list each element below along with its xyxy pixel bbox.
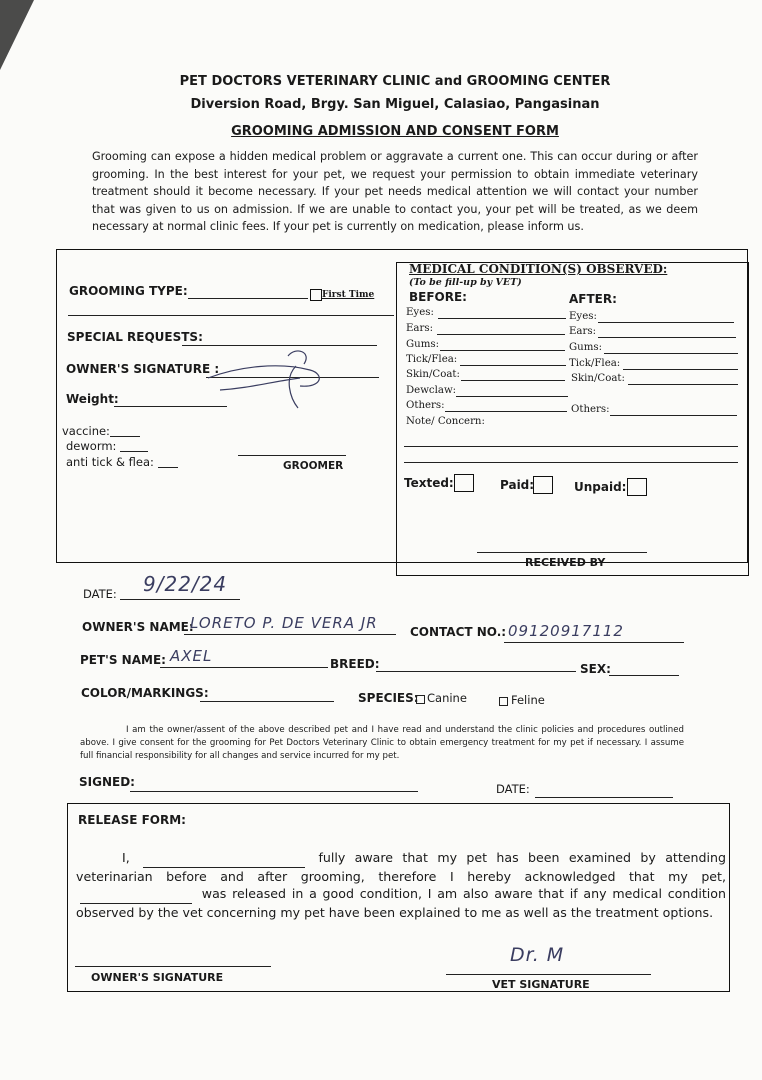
paid-label: Paid: bbox=[500, 478, 535, 492]
anti-tick-field[interactable] bbox=[158, 467, 178, 468]
grooming-type-field[interactable] bbox=[188, 298, 308, 299]
first-time-checkbox[interactable] bbox=[310, 289, 322, 301]
after-label: AFTER: bbox=[569, 292, 617, 306]
release-owner-signature-label: OWNER'S SIGNATURE bbox=[91, 971, 224, 984]
note-field-2[interactable] bbox=[404, 462, 738, 463]
after-ears-label: Ears: bbox=[569, 326, 597, 337]
paid-checkbox[interactable] bbox=[533, 476, 553, 494]
after-eyes-field[interactable] bbox=[598, 322, 734, 323]
after-ears-field[interactable] bbox=[598, 337, 736, 338]
vet-signature-field[interactable] bbox=[446, 974, 651, 975]
after-skincoat-field[interactable] bbox=[628, 384, 738, 385]
after-eyes-label: Eyes: bbox=[569, 311, 597, 322]
pet-name-field[interactable] bbox=[160, 667, 328, 668]
release-end: was released in a good condition, I am also aware that if any medical condition observed by the vet concerning my pet have been explained to me as well as the treatment options. bbox=[76, 886, 726, 920]
owner-name-field[interactable] bbox=[184, 634, 396, 635]
after-tickflea-label: Tick/Flea: bbox=[569, 358, 621, 369]
release-owner-signature-field[interactable] bbox=[75, 966, 271, 967]
contact-field[interactable] bbox=[504, 642, 684, 643]
grooming-type-field-2[interactable] bbox=[68, 315, 394, 316]
release-title: RELEASE FORM: bbox=[78, 813, 186, 827]
after-gums-field[interactable] bbox=[604, 353, 738, 354]
form-title: GROOMING ADMISSION AND CONSENT FORM bbox=[231, 124, 559, 139]
texted-checkbox[interactable] bbox=[454, 474, 474, 492]
anti-tick-label: anti tick & flea: bbox=[66, 455, 154, 469]
note-concern-label: Note/ Concern: bbox=[406, 416, 485, 427]
texted-label: Texted: bbox=[404, 476, 454, 490]
pet-name-label: PET'S NAME: bbox=[80, 653, 166, 667]
before-ears-field[interactable] bbox=[437, 334, 565, 335]
date-value: 9/22/24 bbox=[143, 572, 228, 596]
release-owner-blank[interactable] bbox=[143, 849, 305, 868]
breed-label: BREED: bbox=[330, 657, 380, 671]
scan-fold-shadow bbox=[0, 0, 34, 70]
contact-label: CONTACT NO.: bbox=[410, 625, 507, 639]
signed-field[interactable] bbox=[130, 791, 418, 792]
release-i: I, bbox=[122, 850, 130, 865]
clinic-address: Diversion Road, Brgy. San Miguel, Calasiao, Pangasinan bbox=[190, 97, 600, 112]
owner-name-value: LORETO P. DE VERA JR bbox=[190, 614, 378, 632]
before-eyes-field[interactable] bbox=[438, 318, 566, 319]
note-field-1[interactable] bbox=[404, 446, 738, 447]
species-label: SPECIES: bbox=[358, 691, 419, 705]
medical-subtitle: (To be fill-up by VET) bbox=[409, 277, 522, 288]
weight-field[interactable] bbox=[114, 406, 227, 407]
date-label: DATE: bbox=[83, 587, 117, 601]
before-eyes-label: Eyes: bbox=[406, 307, 434, 318]
signed-date-field[interactable] bbox=[535, 797, 673, 798]
intro-paragraph: Grooming can expose a hidden medical problem or aggravate a current one. This can occur during or after grooming. In the best interest for your pet, we request your permission to obtain immediate veterinary treatment should it become necessary. If your pet needs medical attention we will contact your number that was given to us on admission. If we are unable to contact you, your pet will be treated, as we deem necessary at normal clinic fees. If your pet is currently on medication, please inform us. bbox=[92, 150, 698, 234]
before-tickflea-label: Tick/Flea: bbox=[406, 354, 458, 365]
owner-name-label: OWNER'S NAME: bbox=[82, 620, 194, 634]
sex-label: SEX: bbox=[580, 662, 611, 676]
before-tickflea-field[interactable] bbox=[460, 365, 566, 366]
before-ears-label: Ears: bbox=[406, 323, 434, 334]
owner-signature-scribble bbox=[200, 342, 340, 414]
signed-label: SIGNED: bbox=[79, 775, 135, 789]
pet-name-value: AXEL bbox=[170, 647, 213, 665]
weight-label: Weight: bbox=[66, 392, 119, 406]
vet-signature-label: VET SIGNATURE bbox=[492, 978, 590, 991]
before-gums-label: Gums: bbox=[406, 339, 440, 350]
feline-label: Feline bbox=[511, 693, 545, 707]
vaccine-field[interactable] bbox=[110, 436, 140, 437]
consent-paragraph: I am the owner/assent of the above described pet and I have read and understand the clinic policies and procedures outlined above. I give consent for the grooming for Pet Doctors Veterinary Clinic to obtain emergency treatment for my pet if necessary. I assume full financial responsibility for all changes and service incurred for my pet. bbox=[80, 725, 684, 761]
unpaid-checkbox[interactable] bbox=[627, 478, 647, 496]
after-gums-label: Gums: bbox=[569, 342, 603, 353]
after-skincoat-label: Skin/Coat: bbox=[571, 373, 625, 384]
medical-title: MEDICAL CONDITION(S) OBSERVED: bbox=[409, 262, 668, 276]
before-dewclaw-field[interactable] bbox=[456, 396, 568, 397]
canine-checkbox[interactable] bbox=[416, 695, 425, 704]
before-dewclaw-label: Dewclaw: bbox=[406, 385, 457, 396]
breed-field[interactable] bbox=[376, 671, 576, 672]
before-skincoat-field[interactable] bbox=[461, 380, 565, 381]
groomer-signature-field[interactable] bbox=[238, 455, 346, 456]
vaccine-label: vaccine: bbox=[62, 424, 110, 438]
before-gums-field[interactable] bbox=[440, 350, 565, 351]
before-others-label: Others: bbox=[406, 400, 445, 411]
vet-signature-value: Dr. M bbox=[510, 944, 565, 966]
owner-signature-label: OWNER'S SIGNATURE : bbox=[66, 362, 220, 376]
grooming-type-label: GROOMING TYPE: bbox=[69, 284, 188, 298]
date-field[interactable] bbox=[120, 599, 240, 600]
first-time-label: First Time bbox=[322, 290, 375, 300]
received-by-label: RECEIVED BY bbox=[525, 556, 606, 569]
feline-checkbox[interactable] bbox=[499, 697, 508, 706]
signed-date-label: DATE: bbox=[496, 782, 530, 796]
groomer-label: GROOMER bbox=[283, 460, 344, 472]
release-mid: fully aware that my pet has been examined by attending veterinarian before and after grooming, therefore I hereby acknowledged that my pet, bbox=[76, 850, 726, 884]
before-label: BEFORE: bbox=[409, 290, 467, 304]
release-pet-blank[interactable] bbox=[80, 885, 192, 904]
contact-value: 09120917112 bbox=[508, 622, 624, 640]
before-skincoat-label: Skin/Coat: bbox=[406, 369, 460, 380]
after-others-field[interactable] bbox=[610, 415, 737, 416]
deworm-label: deworm: bbox=[66, 439, 117, 453]
clinic-name: PET DOCTORS VETERINARY CLINIC and GROOMING CENTER bbox=[179, 74, 611, 89]
sex-field[interactable] bbox=[609, 675, 679, 676]
canine-label: Canine bbox=[427, 691, 467, 705]
color-markings-field[interactable] bbox=[200, 701, 334, 702]
unpaid-label: Unpaid: bbox=[574, 480, 627, 494]
after-tickflea-field[interactable] bbox=[623, 369, 738, 370]
deworm-field[interactable] bbox=[120, 451, 148, 452]
special-requests-label: SPECIAL REQUESTS: bbox=[67, 330, 203, 344]
before-others-field[interactable] bbox=[445, 411, 567, 412]
after-others-label: Others: bbox=[571, 404, 610, 415]
release-paragraph bbox=[76, 849, 726, 921]
received-by-field[interactable] bbox=[477, 552, 647, 553]
color-markings-label: COLOR/MARKINGS: bbox=[81, 686, 209, 700]
